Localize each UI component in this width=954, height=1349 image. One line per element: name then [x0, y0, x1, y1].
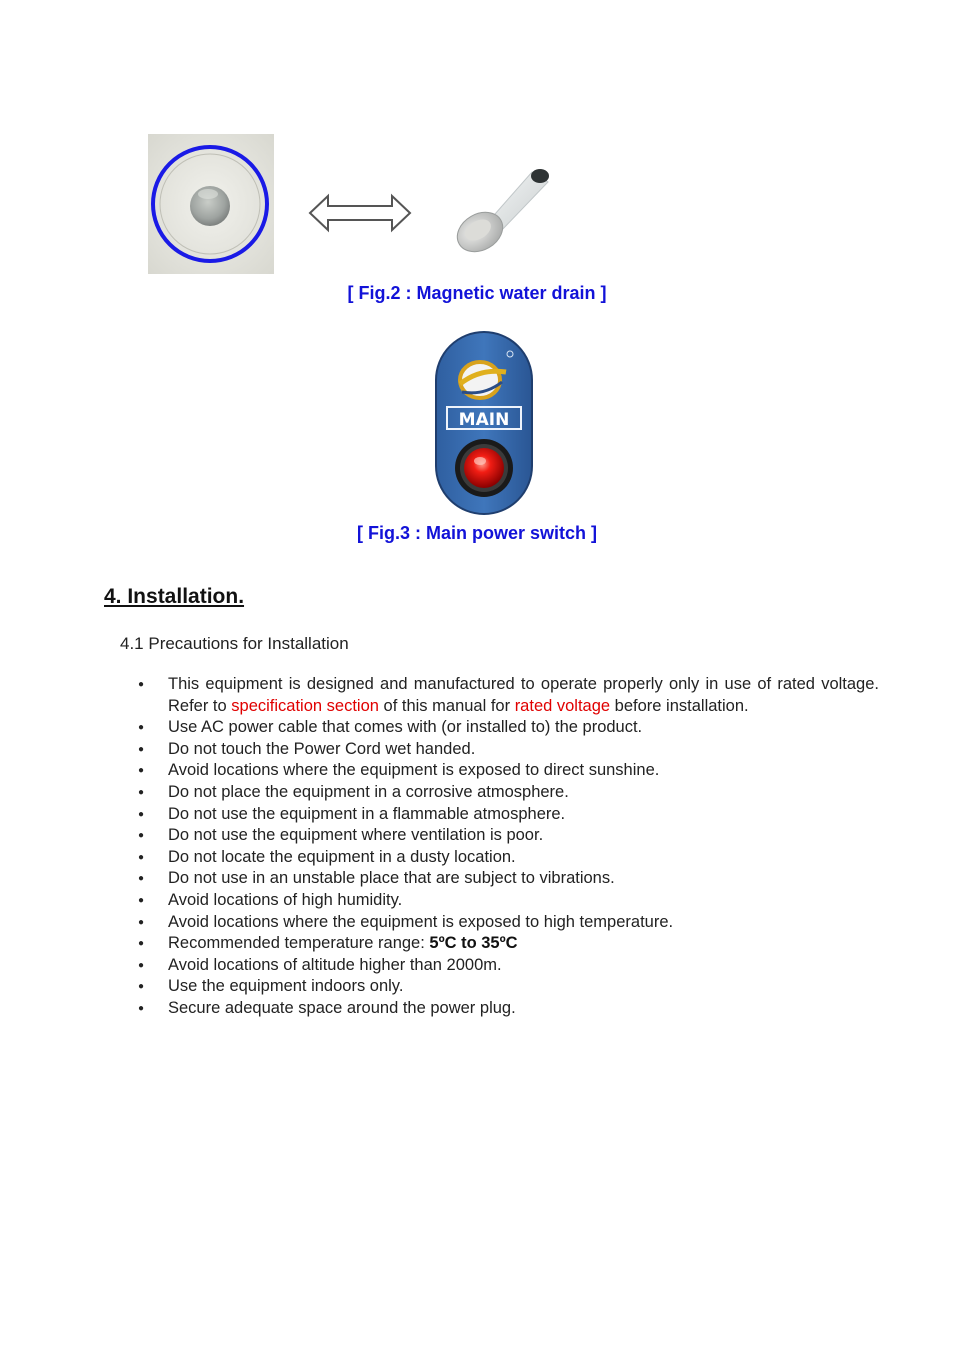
list-item: ● Do not use the equipment where ventilation is poor. — [0, 825, 954, 847]
switch-label: MAIN — [458, 410, 510, 430]
list-item: ● Secure adequate space around the power plug. — [0, 998, 954, 1020]
list-item: ● Do not use in an unstable place that are subject to vibrations. — [0, 868, 954, 890]
section-heading: 4. Installation. — [104, 585, 245, 608]
list-item: ● Do not use the equipment in a flammable atmosphere. — [0, 804, 954, 826]
list-item: ● Use the equipment indoors only. — [0, 976, 954, 998]
fig2-caption: [ Fig.2 : Magnetic water drain ] — [347, 283, 607, 303]
drain-photo — [148, 134, 274, 274]
double-arrow-icon — [308, 193, 412, 233]
list-item: ● Do not place the equipment in a corrosive atmosphere. — [0, 782, 954, 804]
rated-voltage-link: rated voltage — [514, 696, 611, 715]
list-item: ● Avoid locations of altitude higher than 2000m. — [0, 955, 954, 977]
list-item: ● Avoid locations of high humidity. — [0, 890, 954, 912]
list-item: ● Avoid locations where the equipment is exposed to high temperature. — [0, 912, 954, 934]
temperature-range: 5ºC to 35ºC — [429, 934, 518, 953]
list-item: ● Do not locate the equipment in a dusty location. — [0, 847, 954, 869]
list-item: ● Recommended temperature range: 5ºC to 35ºC — [0, 933, 954, 955]
subsection-heading: 4.1 Precautions for Installation — [120, 634, 349, 653]
list-item: ● This equipment is designed and manufactured to operate properly only in use of rated voltage. Refer to specification section of this manual for rated voltage before installation. — [0, 674, 954, 717]
fig3-caption: [ Fig.3 : Main power switch ] — [356, 523, 597, 543]
list-item: ● Avoid locations where the equipment is exposed to direct sunshine. — [0, 760, 954, 782]
main-power-switch-image — [434, 330, 534, 516]
precautions-list — [0, 674, 954, 1020]
specification-link: specification section — [231, 696, 379, 715]
drain-plug-photo — [452, 160, 562, 264]
list-item: ● Do not touch the Power Cord wet handed. — [0, 739, 954, 761]
list-item: ● Use AC power cable that comes with (or installed to) the product. — [0, 717, 954, 739]
